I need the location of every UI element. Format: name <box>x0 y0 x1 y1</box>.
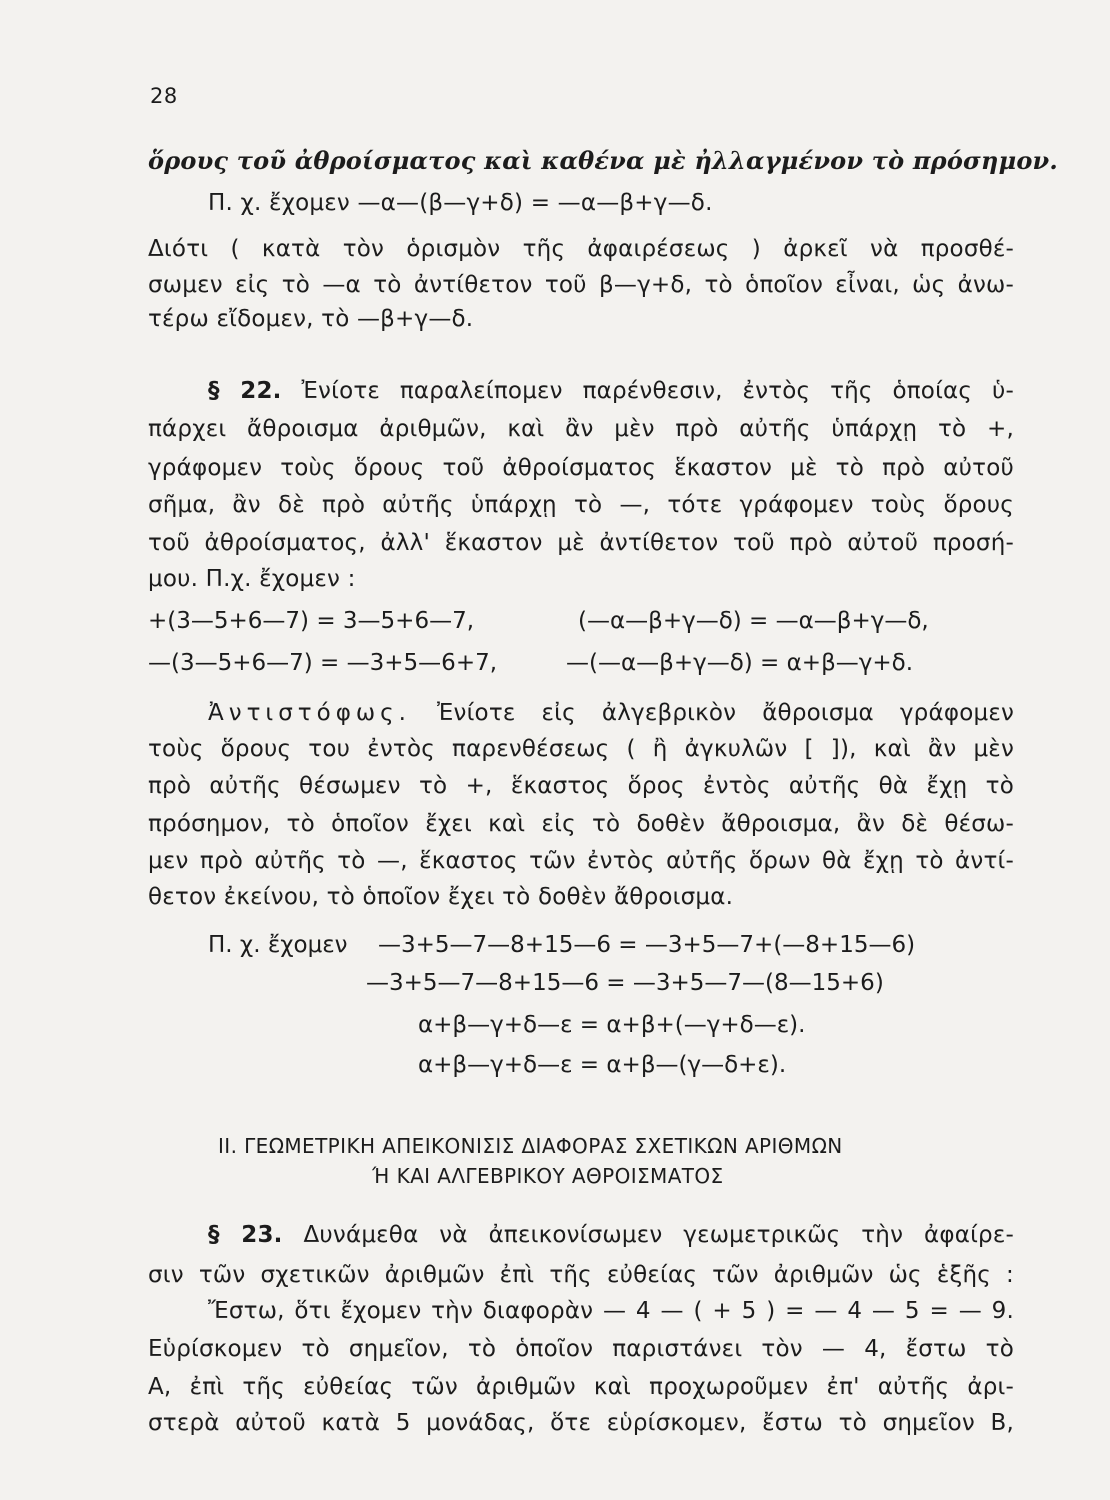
equation-2b: —(—α—β+γ—δ) = α+β—γ+δ. <box>566 650 914 676</box>
equation-2a: —(3—5+6—7) = —3+5—6+7, <box>148 650 498 676</box>
section-heading-line-2: Ή ΚΑΙ ΑΛΓΕΒΡΙΚΟΥ ΑΘΡΟΙΣΜΑΤΟΣ <box>372 1164 724 1188</box>
paragraph-23-first-line <box>208 1222 1014 1248</box>
text-line-10: τοῦ ἀθροίσματος, ἀλλ' ἕκαστον μὲ ἀντίθετον τοῦ πρὸ αὐτοῦ προσή- <box>148 530 1014 556</box>
section-heading-line-1: ΙΙ. ΓΕΩΜΕΤΡΙΚΗ ΑΠΕΙΚΟΝΙΣΙΣ ΔΙΑΦΟΡΑΣ ΣΧΕΤΙΚΩΝ ΑΡΙΘΜΩΝ <box>218 1134 843 1158</box>
text-line-3: Διότι ( κατὰ τὸν ὁρισμὸν τῆς ἀφαιρέσεως ) ἀρκεῖ νὰ προσθέ- <box>148 236 1014 262</box>
text-line-21: Εὑρίσκομεν τὸ σημεῖον, τὸ ὁποῖον παριστάνει τὸν — 4, ἔστω τὸ <box>148 1336 1014 1362</box>
text-line-1: ὅρους τοῦ ἀθροίσματος καὶ καθένα μὲ ἠλλαγμένον τὸ πρόσημον. <box>148 146 1058 175</box>
text-line-15: πρόσημον, τὸ ὁποῖον ἔχει καὶ εἰς τὸ δοθὲν ἄθροισμα, ἂν δὲ θέσω- <box>148 811 1014 837</box>
equation-1a: +(3—5+6—7) = 3—5+6—7, <box>148 608 475 634</box>
text-line-4: σωμεν εἰς τὸ —α τὸ ἀντίθετον τοῦ β—γ+δ, τὸ ὁποῖον εἶναι, ὡς ἀνω- <box>148 272 1014 298</box>
text-line-16: μεν πρὸ αὐτῆς τὸ —, ἕκαστος τῶν ἐντὸς αὐτῆς ὅρων θὰ ἔχῃ τὸ ἀντί- <box>148 848 1014 874</box>
text-line-6: Ἐνίοτε παραλείπομεν παρένθεσιν, ἐντὸς τῆς ὁποίας ὑ- <box>301 378 1014 404</box>
page-number: 28 <box>150 84 178 108</box>
paragraph-22-first-line <box>208 378 1014 404</box>
text-line-11: μου. Π.χ. ἔχομεν : <box>148 566 356 592</box>
text-line-14: πρὸ αὐτῆς θέσωμεν τὸ +, ἕκαστος ὅρος ἐντὸς αὐτῆς θὰ ἔχῃ τὸ <box>148 773 1014 799</box>
text-line-7: πάρχει ἄθροισμα ἀριθμῶν, καὶ ἂν μὲν πρὸ αὐτῆς ὑπάρχῃ τὸ +, <box>148 416 1014 442</box>
example-equation-1: —3+5—7—8+15—6 = —3+5—7+(—8+15—6) <box>378 932 916 958</box>
text-line-20: Ἔστω, ὅτι ἔχομεν τὴν διαφορὰν — 4 — ( + 5 ) = — 4 — 5 = — 9. <box>208 1298 1014 1324</box>
text-line-22: Α, ἐπὶ τῆς εὐθείας τῶν ἀριθμῶν καὶ προχωροῦμεν ἐπ' αὐτῆς ἀρι- <box>148 1374 1014 1400</box>
text-line-2: Π. χ. ἔχομεν —α—(β—γ+δ) = —α—β+γ—δ. <box>208 190 713 216</box>
paragraph-antistrofos-first-line <box>208 700 1014 726</box>
text-line-19: σιν τῶν σχετικῶν ἀριθμῶν ἐπὶ τῆς εὐθείας τῶν ἀριθμῶν ὡς ἑξῆς : <box>148 1262 1014 1288</box>
section-22-mark: § 22. <box>208 378 282 404</box>
text-line-13: τοὺς ὅρους του ἐντὸς παρενθέσεως ( ἢ ἀγκυλῶν [ ]), καὶ ἂν μὲν <box>148 736 1014 762</box>
antistrofos-word: Ἀντιστόφως. <box>208 700 411 726</box>
text-line-18: Δυνάμεθα νὰ ἀπεικονίσωμεν γεωμετρικῶς τὴν ἀφαίρε- <box>303 1222 1014 1248</box>
equation-1b: (—α—β+γ—δ) = —α—β+γ—δ, <box>578 608 929 634</box>
text-line-23: στερὰ αὐτοῦ κατὰ 5 μονάδας, ὅτε εὑρίσκομεν, ἔστω τὸ σημεῖον Β, <box>148 1410 1014 1436</box>
example-label: Π. χ. ἔχομεν <box>208 932 348 958</box>
text-line-9: σῆμα, ἂν δὲ πρὸ αὐτῆς ὑπάρχῃ τὸ —, τότε γράφομεν τοὺς ὅρους <box>148 492 1014 518</box>
example-equation-3: α+β—γ+δ—ε = α+β+(—γ+δ—ε). <box>418 1012 806 1038</box>
text-line-12: Ἐνίοτε εἰς ἀλγεβρικὸν ἄθροισμα γράφομεν <box>436 700 1014 726</box>
example-equation-2: —3+5—7—8+15—6 = —3+5—7—(8—15+6) <box>366 970 884 996</box>
text-line-17: θετον ἐκείνου, τὸ ὁποῖον ἔχει τὸ δοθὲν ἄθροισμα. <box>148 884 734 910</box>
example-equation-4: α+β—γ+δ—ε = α+β—(γ—δ+ε). <box>418 1052 787 1078</box>
text-line-8: γράφομεν τοὺς ὅρους τοῦ ἀθροίσματος ἕκαστον μὲ τὸ πρὸ αὐτοῦ <box>148 455 1014 481</box>
text-line-5: τέρω εἴδομεν, τὸ —β+γ—δ. <box>148 306 474 332</box>
section-23-mark: § 23. <box>208 1222 283 1248</box>
